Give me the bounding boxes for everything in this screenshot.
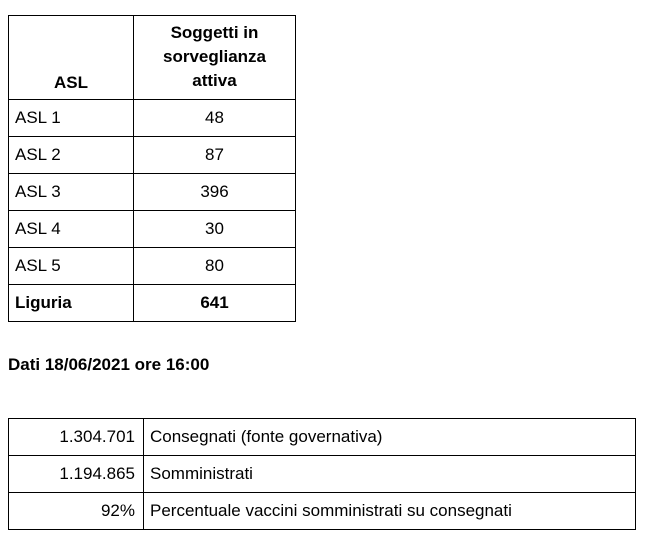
asl-value: 87 — [134, 137, 296, 174]
table-total-row — [9, 285, 296, 322]
total-name: Liguria — [9, 285, 134, 322]
vaccine-number: 1.304.701 — [9, 419, 144, 456]
vaccine-number: 92% — [9, 493, 144, 530]
table-row — [9, 419, 636, 456]
table-row — [9, 211, 296, 248]
vaccine-label: Somministrati — [144, 456, 636, 493]
vaccine-number: 1.194.865 — [9, 456, 144, 493]
asl-value: 396 — [134, 174, 296, 211]
table-row — [9, 248, 296, 285]
asl-value: 48 — [134, 100, 296, 137]
asl-name: ASL 5 — [9, 248, 134, 285]
asl-name: ASL 4 — [9, 211, 134, 248]
header-soggetti: Soggetti in sorveglianza attiva — [134, 16, 296, 100]
vaccine-label: Consegnati (fonte governativa) — [144, 419, 636, 456]
table-row — [9, 174, 296, 211]
vaccine-table — [8, 418, 636, 530]
table-row — [9, 456, 636, 493]
asl-surveillance-table — [8, 15, 296, 322]
asl-name: ASL 3 — [9, 174, 134, 211]
table-row — [9, 493, 636, 530]
total-value: 641 — [134, 285, 296, 322]
header-asl: ASL — [9, 16, 134, 100]
asl-value: 80 — [134, 248, 296, 285]
asl-value: 30 — [134, 211, 296, 248]
data-timestamp: Dati 18/06/2021 ore 16:00 — [8, 355, 210, 374]
table-row — [9, 100, 296, 137]
table-row — [9, 137, 296, 174]
table-header-row — [9, 16, 296, 100]
asl-name: ASL 2 — [9, 137, 134, 174]
asl-name: ASL 1 — [9, 100, 134, 137]
vaccine-label: Percentuale vaccini somministrati su consegnati — [144, 493, 636, 530]
